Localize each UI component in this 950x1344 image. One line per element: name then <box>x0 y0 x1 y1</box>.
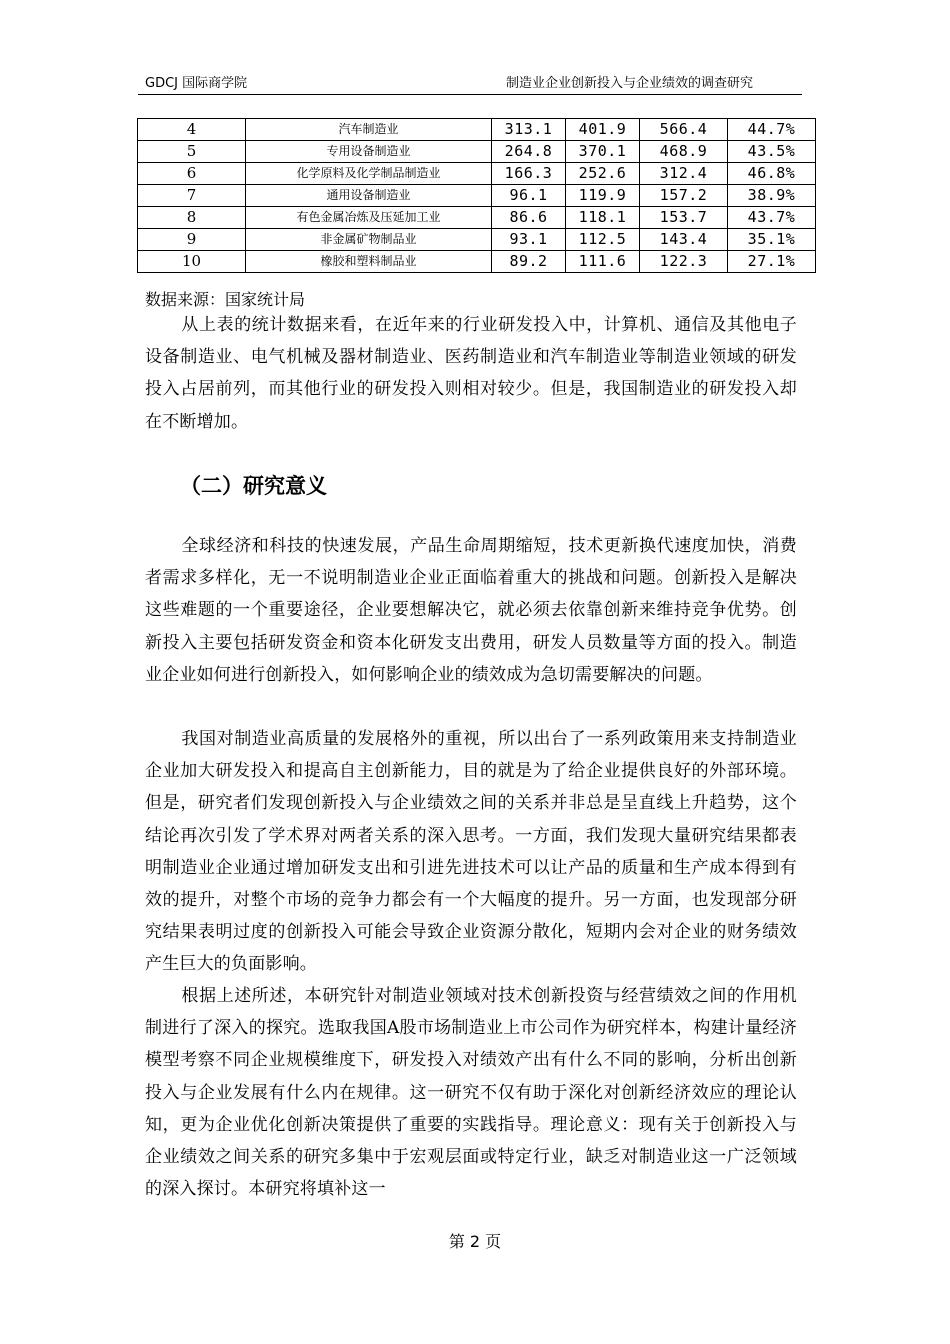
industry-cell: 非金属矿物制品业 <box>246 229 492 251</box>
header-divider <box>138 94 802 95</box>
table-row <box>138 251 816 273</box>
rd-investment-table <box>137 118 816 273</box>
growth-cell: 43.5% <box>728 141 816 163</box>
growth-cell: 27.1% <box>728 251 816 273</box>
paragraph-policy <box>145 723 797 981</box>
header-institution: GDCJ 国际商学院 <box>145 76 248 91</box>
paragraph-background <box>145 530 797 691</box>
value-cell: 122.3 <box>640 251 728 273</box>
value-cell: 313.1 <box>492 119 566 141</box>
value-cell: 252.6 <box>566 163 640 185</box>
value-cell: 264.8 <box>492 141 566 163</box>
growth-cell: 43.7% <box>728 207 816 229</box>
paragraph-text: 根据上述所述，本研究针对制造业领域对技术创新投资与经营绩效之间的作用机制进行了深入的探究。选取我国A股市场制造业上市公司作为研究样本，构建计量经济模型考察不同企业规模维度下，研发投入对绩效产出有什么不同的影响，分析出创新投入与企业发展有什么内在规律。这一研究不仅有助于深化对创新经济效应的理论认知，更为企业优化创新决策提供了重要的实践指导。理论意义：现有关于创新投入与企业绩效之间关系的研究多集中于宏观层面或特定行业，缺乏对制造业这一广泛领域的深入探讨。本研究将填补这一 <box>145 986 797 1200</box>
industry-cell: 橡胶和塑料制品业 <box>246 251 492 273</box>
value-cell: 153.7 <box>640 207 728 229</box>
section-heading: （二）研究意义 <box>180 474 327 498</box>
value-cell: 143.4 <box>640 229 728 251</box>
industry-cell: 有色金属冶炼及压延加工业 <box>246 207 492 229</box>
industry-cell: 汽车制造业 <box>246 119 492 141</box>
paragraph-text: 从上表的统计数据来看，在近年来的行业研发投入中，计算机、通信及其他电子设备制造业、电气机械及器材制造业、医药制造业和汽车制造业等制造业领域的研发投入占居前列，而其他行业的研发投入则相对较少。但是，我国制造业的研发投入却在不断增加。 <box>145 315 797 432</box>
value-cell: 566.4 <box>640 119 728 141</box>
paragraph-text: 我国对制造业高质量的发展格外的重视，所以出台了一系列政策用来支持制造业企业加大研发投入和提高自主创新能力，目的就是为了给企业提供良好的外部环境。但是，研究者们发现创新投入与企业绩效之间的关系并非总是呈直线上升趋势，这个结论再次引发了学术界对两者关系的深入思考。一方面，我们发现大量研究结果都表明制造业企业通过增加研发支出和引进先进技术可以让产品的质量和生产成本得到有效的提升，对整个市场的竞争力都会有一个大幅度的提升。另一方面，也发现部分研究结果表明过度的创新投入可能会导致企业资源分散化，短期内会对企业的财务绩效产生巨大的负面影响。 <box>145 729 797 975</box>
value-cell: 89.2 <box>492 251 566 273</box>
table-row <box>138 229 816 251</box>
data-source-note: 数据来源：国家统计局 <box>145 290 306 309</box>
growth-cell: 46.8% <box>728 163 816 185</box>
paragraph-table-summary <box>145 309 797 438</box>
rank-cell: 7 <box>138 185 246 207</box>
industry-cell: 专用设备制造业 <box>246 141 492 163</box>
value-cell: 111.6 <box>566 251 640 273</box>
paragraph-text: 全球经济和科技的快速发展，产品生命周期缩短，技术更新换代速度加快，消费者需求多样化，无一不说明制造业企业正面临着重大的挑战和问题。创新投入是解决这些难题的一个重要途径，企业要想解决它，就必须去依靠创新来维持竞争优势。创新投入主要包括研发资金和资本化研发支出费用，研发人员数量等方面的投入。制造业企业如何进行创新投入，如何影响企业的绩效成为急切需要解决的问题。 <box>145 536 797 685</box>
value-cell: 118.1 <box>566 207 640 229</box>
value-cell: 96.1 <box>492 185 566 207</box>
value-cell: 157.2 <box>640 185 728 207</box>
industry-cell: 通用设备制造业 <box>246 185 492 207</box>
table-row <box>138 119 816 141</box>
paragraph-research-purpose <box>145 980 797 1205</box>
rank-cell: 4 <box>138 119 246 141</box>
growth-cell: 44.7% <box>728 119 816 141</box>
table-row <box>138 207 816 229</box>
value-cell: 112.5 <box>566 229 640 251</box>
growth-cell: 38.9% <box>728 185 816 207</box>
rank-cell: 6 <box>138 163 246 185</box>
value-cell: 312.4 <box>640 163 728 185</box>
page-header <box>145 70 805 92</box>
rank-cell: 10 <box>138 251 246 273</box>
value-cell: 86.6 <box>492 207 566 229</box>
rank-cell: 9 <box>138 229 246 251</box>
page-number: 第 2 页 <box>448 1232 502 1251</box>
value-cell: 119.9 <box>566 185 640 207</box>
value-cell: 93.1 <box>492 229 566 251</box>
table-row <box>138 185 816 207</box>
value-cell: 401.9 <box>566 119 640 141</box>
industry-cell: 化学原料及化学制品制造业 <box>246 163 492 185</box>
table-row <box>138 163 816 185</box>
table-row <box>138 141 816 163</box>
value-cell: 468.9 <box>640 141 728 163</box>
rank-cell: 8 <box>138 207 246 229</box>
value-cell: 166.3 <box>492 163 566 185</box>
header-paper-title: 制造业企业创新投入与企业绩效的调查研究 <box>505 76 753 91</box>
rank-cell: 5 <box>138 141 246 163</box>
growth-cell: 35.1% <box>728 229 816 251</box>
value-cell: 370.1 <box>566 141 640 163</box>
